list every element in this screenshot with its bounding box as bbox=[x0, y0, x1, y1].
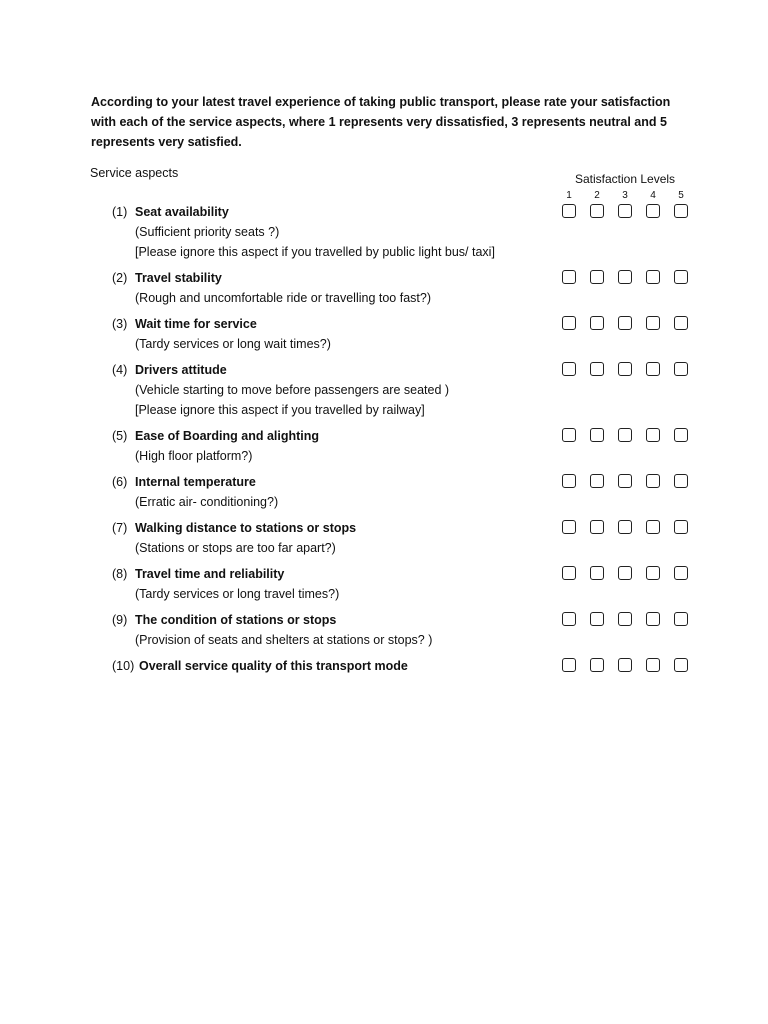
rating-checkbox-4[interactable] bbox=[646, 520, 660, 534]
item-number: (6) bbox=[112, 475, 128, 489]
rating-checkbox-4[interactable] bbox=[646, 658, 660, 672]
item-note-1: (High floor platform?) bbox=[135, 449, 253, 463]
rating-checkbox-1[interactable] bbox=[562, 658, 576, 672]
rating-checkbox-4[interactable] bbox=[646, 270, 660, 284]
instructions-text: According to your latest travel experience of taking public transport, please rate your satisfaction with each of the service aspects, where 1 represents very dissatisfied, 3 represents neutral and 5 represents very satisfied. bbox=[91, 95, 671, 149]
service-aspects-label: Service aspects bbox=[90, 166, 179, 180]
scale-number-1: 1 bbox=[566, 190, 572, 201]
item-note-1: (Erratic air- conditioning?) bbox=[135, 495, 279, 509]
rating-checkbox-5[interactable] bbox=[674, 520, 688, 534]
item-number: (5) bbox=[112, 429, 128, 443]
rating-checkbox-2[interactable] bbox=[590, 270, 604, 284]
rating-checkbox-3[interactable] bbox=[618, 566, 632, 580]
item-number: (3) bbox=[112, 317, 128, 331]
rating-checkbox-5[interactable] bbox=[674, 612, 688, 626]
rating-checkbox-1[interactable] bbox=[562, 270, 576, 284]
rating-checkbox-1[interactable] bbox=[562, 362, 576, 376]
item-note-1: (Stations or stops are too far apart?) bbox=[135, 541, 336, 555]
rating-checkbox-5[interactable] bbox=[674, 474, 688, 488]
item-title: The condition of stations or stops bbox=[135, 613, 337, 627]
rating-checkbox-1[interactable] bbox=[562, 428, 576, 442]
item-number: (1) bbox=[112, 205, 128, 219]
rating-checkbox-1[interactable] bbox=[562, 204, 576, 218]
satisfaction-levels-title: Satisfaction Levels bbox=[575, 172, 676, 186]
rating-checkbox-3[interactable] bbox=[618, 204, 632, 218]
rating-checkbox-1[interactable] bbox=[562, 566, 576, 580]
item-note-1: (Tardy services or long wait times?) bbox=[135, 337, 331, 351]
item-title: Travel stability bbox=[135, 271, 222, 285]
rating-checkbox-4[interactable] bbox=[646, 474, 660, 488]
rating-checkbox-3[interactable] bbox=[618, 316, 632, 330]
item-number: (8) bbox=[112, 567, 128, 581]
rating-checkbox-2[interactable] bbox=[590, 566, 604, 580]
rating-checkbox-1[interactable] bbox=[562, 474, 576, 488]
rating-checkbox-3[interactable] bbox=[618, 270, 632, 284]
item-title: Internal temperature bbox=[135, 475, 256, 489]
rating-checkbox-3[interactable] bbox=[618, 658, 632, 672]
item-note-2: [Please ignore this aspect if you travelled by public light bus/ taxi] bbox=[135, 245, 495, 259]
rating-checkbox-5[interactable] bbox=[674, 658, 688, 672]
item-note-1: (Tardy services or long travel times?) bbox=[135, 587, 340, 601]
item-title: Wait time for service bbox=[135, 317, 257, 331]
item-note-1: (Rough and uncomfortable ride or travelling too fast?) bbox=[135, 291, 431, 305]
rating-checkbox-3[interactable] bbox=[618, 474, 632, 488]
scale-number-4: 4 bbox=[650, 190, 656, 201]
item-title: Ease of Boarding and alighting bbox=[135, 429, 320, 443]
rating-checkbox-4[interactable] bbox=[646, 566, 660, 580]
rating-checkbox-5[interactable] bbox=[674, 428, 688, 442]
rating-checkbox-3[interactable] bbox=[618, 520, 632, 534]
item-number: (10) bbox=[112, 659, 135, 673]
rating-checkbox-3[interactable] bbox=[618, 362, 632, 376]
rating-checkbox-2[interactable] bbox=[590, 362, 604, 376]
rating-checkbox-5[interactable] bbox=[674, 270, 688, 284]
item-number: (2) bbox=[112, 271, 128, 285]
rating-checkbox-4[interactable] bbox=[646, 612, 660, 626]
item-number: (9) bbox=[112, 613, 128, 627]
scale-number-2: 2 bbox=[594, 190, 600, 201]
rating-checkbox-5[interactable] bbox=[674, 204, 688, 218]
rating-checkbox-4[interactable] bbox=[646, 362, 660, 376]
rating-checkbox-2[interactable] bbox=[590, 658, 604, 672]
item-title: Walking distance to stations or stops bbox=[135, 521, 357, 535]
scale-number-5: 5 bbox=[678, 190, 684, 201]
rating-checkbox-5[interactable] bbox=[674, 362, 688, 376]
rating-checkbox-1[interactable] bbox=[562, 520, 576, 534]
item-note-2: [Please ignore this aspect if you travelled by railway] bbox=[135, 403, 425, 417]
rating-checkbox-4[interactable] bbox=[646, 204, 660, 218]
item-title: Travel time and reliability bbox=[135, 567, 285, 581]
rating-checkbox-2[interactable] bbox=[590, 316, 604, 330]
rating-checkbox-2[interactable] bbox=[590, 474, 604, 488]
item-note-1: (Sufficient priority seats ?) bbox=[135, 225, 280, 239]
rating-checkbox-5[interactable] bbox=[674, 316, 688, 330]
rating-checkbox-4[interactable] bbox=[646, 428, 660, 442]
item-number: (7) bbox=[112, 521, 128, 535]
item-note-1: (Vehicle starting to move before passengers are seated ) bbox=[135, 383, 450, 397]
rating-checkbox-2[interactable] bbox=[590, 520, 604, 534]
rating-checkbox-3[interactable] bbox=[618, 612, 632, 626]
rating-checkbox-2[interactable] bbox=[590, 428, 604, 442]
rating-checkbox-4[interactable] bbox=[646, 316, 660, 330]
item-note-1: (Provision of seats and shelters at stations or stops? ) bbox=[135, 633, 433, 647]
scale-number-3: 3 bbox=[622, 190, 628, 201]
rating-checkbox-3[interactable] bbox=[618, 428, 632, 442]
item-number: (4) bbox=[112, 363, 128, 377]
rating-checkbox-1[interactable] bbox=[562, 316, 576, 330]
item-title: Seat availability bbox=[135, 205, 229, 219]
rating-checkbox-1[interactable] bbox=[562, 612, 576, 626]
item-title: Overall service quality of this transport mode bbox=[139, 659, 408, 673]
rating-checkbox-2[interactable] bbox=[590, 612, 604, 626]
rating-checkbox-5[interactable] bbox=[674, 566, 688, 580]
rating-checkbox-2[interactable] bbox=[590, 204, 604, 218]
item-title: Drivers attitude bbox=[135, 363, 227, 377]
